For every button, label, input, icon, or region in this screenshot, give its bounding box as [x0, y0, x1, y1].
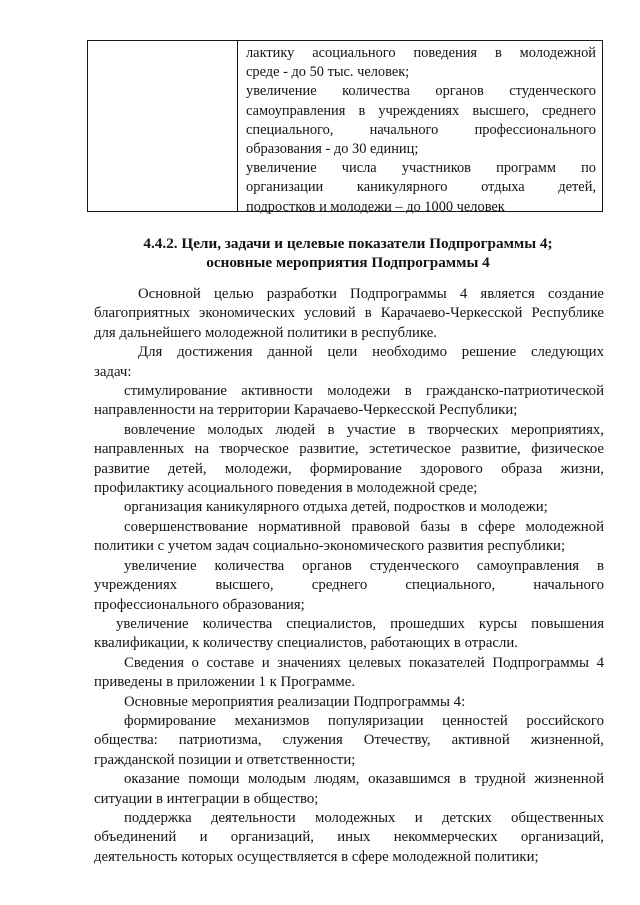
body-line: Основной целью разработки Подпрограммы 4 является создание — [138, 286, 604, 302]
table-cell-line: специального, начального профессионального — [246, 121, 596, 138]
table-cell-line: подростков и молодежи – до 1000 человек — [246, 198, 505, 215]
body-line: Для достижения данной цели необходимо решение следующих — [138, 344, 604, 361]
body-line: квалификации, к количеству специалистов, работающих в отрасли. — [94, 635, 518, 652]
body-line: Основные мероприятия реализации Подпрограммы 4: — [124, 693, 466, 710]
table-right-cell — [246, 44, 596, 217]
body-line: благоприятных экономических условий в Карачаево-Черкесской Республике — [94, 305, 604, 322]
table-left-cell — [88, 41, 238, 211]
body-line: увеличение количества органов студенческого самоуправления в — [124, 557, 604, 574]
body-line: оказание помощи молодым людям, оказавшимся в трудной жизненной — [124, 771, 604, 788]
table-cell-line: увеличение количества органов студенческого — [246, 83, 596, 100]
table-cell-line: организации каникулярного отдыха детей, — [246, 179, 596, 196]
table-cell-line: лактику асоциального поведения в молодежной — [246, 45, 596, 61]
section-heading — [90, 234, 606, 272]
body-line: общества: патриотизма, служения Отечеству, активной жизненной, — [94, 732, 604, 749]
body-line: совершенствование нормативной правовой базы в сфере молодежной — [124, 518, 604, 535]
table-cell-line: самоуправления в учреждениях высшего, среднего — [246, 102, 596, 119]
body-line: объединений и организаций, иных некоммерческих организаций, — [94, 829, 604, 846]
body-line: стимулирование активности молодежи в гражданско-патриотической — [124, 383, 604, 400]
body-line: для дальнейшего молодежной политики в республике. — [94, 324, 437, 341]
body-line: ситуации в интеграции в общество; — [94, 790, 319, 807]
body-line: формирование механизмов популяризации ценностей российского — [124, 712, 604, 729]
section-heading-line: основные мероприятия Подпрограммы 4 — [206, 254, 490, 271]
body-line: развитие детей, молодежи, формирование здорового образа жизни, — [94, 460, 604, 477]
body-line: профилактику асоциального поведения в молодежной среде; — [94, 480, 478, 497]
body-line: вовлечение молодых людей в участие в творческих мероприятиях, — [124, 421, 604, 438]
body-line: Сведения о составе и значениях целевых показателей Подпрограммы 4 — [124, 654, 604, 671]
body-line: профессионального образования; — [94, 596, 305, 613]
body-line: направленных на творческое развитие, эстетическое развитие, физическое — [94, 441, 604, 458]
table-cell-line: образования - до 30 единиц; — [246, 141, 419, 158]
table-fragment — [87, 40, 603, 215]
body-text — [94, 285, 604, 867]
body-line: увеличение количества специалистов, прошедших курсы повышения — [116, 615, 604, 632]
body-line: задач: — [94, 363, 132, 380]
body-line: приведены в приложении 1 к Программе. — [94, 674, 356, 691]
body-line: организация каникулярного отдыха детей, подростков и молодежи; — [124, 499, 548, 516]
body-line: деятельность которых осуществляется в сфере молодежной политики; — [94, 848, 539, 865]
table-cell-line: увеличение числа участников программ по — [246, 160, 596, 177]
table-cell-line: среде - до 50 тыс. человек; — [246, 64, 410, 81]
body-line: поддержка деятельности молодежных и детских общественных — [124, 809, 604, 826]
section-heading-line: 4.4.2. Цели, задачи и целевые показатели Подпрограммы 4; — [143, 235, 553, 252]
body-line: политики с учетом задач социально-экономического развития республики; — [94, 538, 566, 555]
body-line: учреждениях высшего, среднего специального, начального — [94, 577, 604, 594]
body-line: направленности на территории Карачаево-Черкесской Республики; — [94, 402, 518, 419]
body-line: гражданской позиции и ответственности; — [94, 751, 356, 768]
